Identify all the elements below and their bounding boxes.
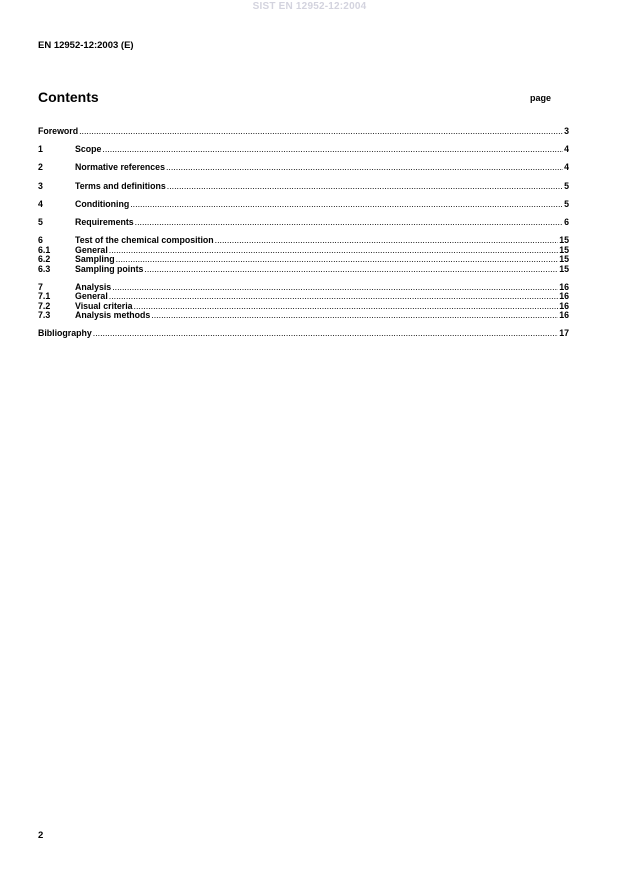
dot-leader (134, 302, 559, 312)
toc-entry-title: General (75, 292, 108, 302)
toc-entry-number: 3 (38, 181, 43, 191)
page-number: 2 (38, 830, 44, 841)
toc-entry-scope[interactable] (38, 145, 569, 155)
toc-entry-page: 3 (564, 127, 569, 136)
toc-entry-page: 15 (559, 245, 569, 255)
dot-leader (167, 182, 563, 192)
toc-entry-page: 5 (564, 181, 569, 191)
contents-title: Contents (38, 89, 99, 105)
toc-entry-title: Bibliography (38, 328, 92, 338)
toc-entry-6-1-general[interactable] (38, 246, 569, 256)
toc-entry-foreword[interactable] (38, 127, 569, 137)
toc-entry-7-2-visual-criteria[interactable] (38, 302, 569, 312)
toc-entry-page: 15 (559, 264, 569, 274)
dot-leader (144, 265, 558, 275)
toc-entry-number: 7 (38, 282, 43, 292)
toc-entry-title: Normative references (75, 163, 165, 173)
toc-entry-title: Terms and definitions (75, 181, 166, 191)
toc-entry-page: 4 (564, 145, 569, 155)
toc-entry-title: Test of the chemical composition (75, 236, 214, 246)
toc-entry-title: Requirements (75, 217, 134, 227)
dot-leader (112, 283, 558, 293)
dot-leader (135, 218, 563, 228)
toc-entry-6-3-sampling-points[interactable] (38, 265, 569, 275)
dot-leader (79, 127, 563, 137)
dot-leader (102, 145, 563, 155)
toc-entry-page: 16 (559, 282, 569, 292)
toc-entry-title: Scope (75, 145, 102, 155)
toc-entry-page: 5 (564, 199, 569, 209)
toc-entry-bibliography[interactable] (38, 329, 569, 339)
table-of-contents (38, 127, 569, 338)
toc-entry-number: 6.2 (38, 255, 51, 265)
toc-entry-conditioning[interactable] (38, 200, 569, 210)
page-column-heading: page (530, 93, 552, 103)
toc-entry-number: 6 (38, 236, 43, 246)
toc-entry-title: Visual criteria (75, 301, 133, 311)
toc-entry-6-2-sampling[interactable] (38, 255, 569, 265)
dot-leader (109, 292, 558, 302)
toc-entry-number: 2 (38, 163, 43, 173)
toc-entry-title: General (75, 245, 108, 255)
dot-leader (215, 236, 559, 246)
watermark-text: SIST EN 12952-12:2004 (252, 1, 367, 12)
dot-leader (116, 255, 559, 265)
dot-leader (93, 329, 558, 339)
toc-entry-test-chemical-composition[interactable] (38, 236, 569, 246)
toc-entry-terms-and-definitions[interactable] (38, 182, 569, 192)
toc-entry-page: 17 (559, 328, 569, 338)
toc-entry-title: Sampling (75, 255, 115, 265)
dot-leader (130, 200, 563, 210)
toc-entry-number: 7.2 (38, 301, 51, 311)
toc-entry-page: 6 (564, 217, 569, 227)
toc-entry-7-3-analysis-methods[interactable] (38, 311, 569, 321)
dot-leader (166, 163, 563, 173)
toc-entry-page: 15 (559, 236, 569, 246)
toc-entry-page: 16 (559, 301, 569, 311)
dot-leader (109, 246, 558, 256)
toc-entry-number: 6.1 (38, 245, 51, 255)
toc-entry-page: 16 (559, 292, 569, 302)
toc-entry-page: 4 (564, 163, 569, 173)
toc-entry-analysis[interactable] (38, 283, 569, 293)
toc-entry-number: 4 (38, 199, 43, 209)
dot-leader (151, 311, 558, 321)
toc-entry-title: Conditioning (75, 199, 130, 209)
toc-entry-page: 16 (559, 311, 569, 321)
toc-entry-number: 1 (38, 145, 43, 155)
document-identifier: EN 12952-12:2003 (E) (38, 40, 134, 51)
toc-entry-title: Foreword (38, 127, 79, 136)
toc-entry-page: 15 (559, 255, 569, 265)
toc-entry-title: Sampling points (75, 264, 144, 274)
toc-entry-7-1-general[interactable] (38, 292, 569, 302)
toc-entry-title: Analysis methods (75, 311, 151, 321)
toc-entry-normative-references[interactable] (38, 163, 569, 173)
toc-entry-title: Analysis (75, 282, 112, 292)
toc-entry-number: 7.1 (38, 292, 51, 302)
toc-entry-number: 6.3 (38, 264, 51, 274)
toc-entry-number: 7.3 (38, 311, 51, 321)
toc-entry-requirements[interactable] (38, 218, 569, 228)
toc-entry-number: 5 (38, 217, 43, 227)
